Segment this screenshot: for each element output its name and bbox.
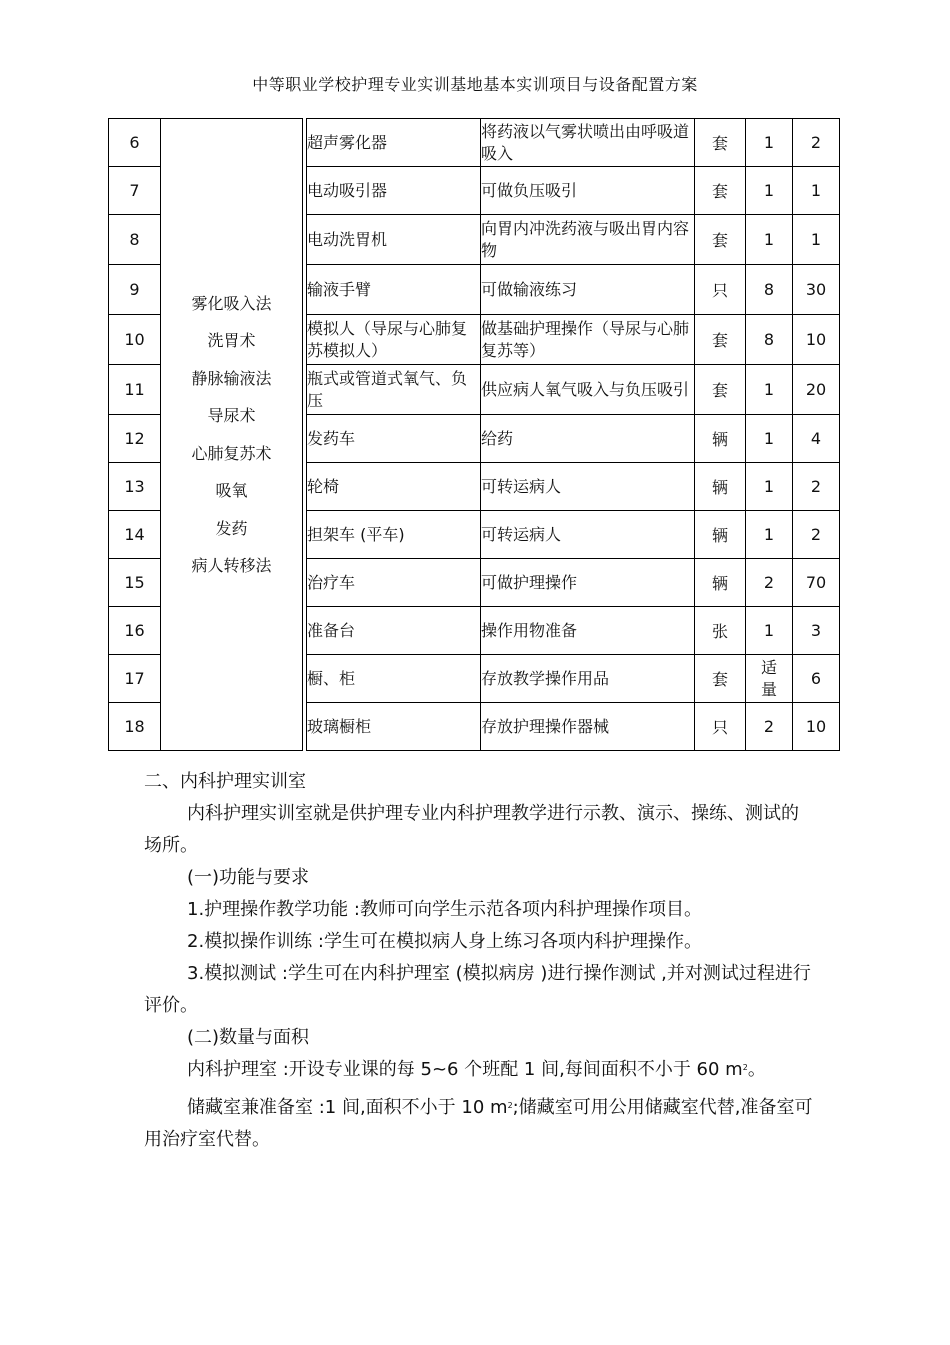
quantity-basic-value: 1 (763, 180, 775, 200)
equipment-name: 超声雾化器 (307, 119, 481, 167)
section-heading: 二、内科护理实训室 (144, 771, 306, 792)
area-room (144, 1054, 814, 1086)
quantity-basic (746, 415, 793, 463)
equipment-unit: 套 (695, 167, 746, 215)
equipment-function: 向胃内冲洗药液与吸出胃内容物 (481, 215, 695, 265)
equipment-unit: 套 (695, 365, 746, 415)
quantity-full: 2 (793, 119, 840, 167)
quantity-basic-value: 适量 (760, 657, 777, 699)
quantity-basic (746, 215, 793, 265)
project-item: 吸氧 (215, 481, 248, 500)
quantity-basic-value: 1 (763, 132, 775, 152)
row-number: 17 (109, 655, 161, 703)
row-number: 6 (109, 119, 161, 167)
equipment-function: 将药液以气雾状喷出由呼吸道吸入 (481, 119, 695, 167)
quantity-basic-value: 1 (763, 428, 775, 448)
equipment-unit: 张 (695, 607, 746, 655)
equipment-name: 输液手臂 (307, 265, 481, 315)
quantity-full: 4 (793, 415, 840, 463)
quantity-basic-value: 1 (763, 379, 775, 399)
equipment-function: 供应病人氧气吸入与负压吸引 (481, 365, 695, 415)
row-number: 15 (109, 559, 161, 607)
equipment-name: 玻璃橱柜 (307, 703, 481, 751)
subheading-function: (一)功能与要求 (187, 867, 310, 888)
quantity-basic (746, 559, 793, 607)
area-storage-end: ;储藏室可用公用储藏室代替,准备室可用治疗室代替。 (144, 1097, 813, 1150)
quantity-basic (746, 167, 793, 215)
quantity-basic-value: 1 (763, 524, 775, 544)
quantity-basic-value: 1 (763, 620, 775, 640)
project-item: 静脉输液法 (191, 368, 272, 388)
equipment-function: 可转运病人 (481, 511, 695, 559)
equipment-name: 准备台 (307, 607, 481, 655)
area-room-text: 内科护理室 :开设专业课的每 5~6 个班配 1 间,每间面积不小于 60 m (187, 1059, 743, 1080)
equipment-function: 做基础护理操作（导尿与心肺复苏等） (481, 315, 695, 365)
equipment-table (108, 118, 840, 751)
project-item: 心肺复苏术 (191, 443, 272, 463)
project-item: 雾化吸入法 (191, 293, 272, 313)
project-list (161, 119, 303, 751)
quantity-full: 70 (793, 559, 840, 607)
equipment-unit: 套 (695, 119, 746, 167)
quantity-basic-value: 2 (763, 716, 775, 736)
equipment-function: 可做输液练习 (481, 265, 695, 315)
row-number: 8 (109, 215, 161, 265)
row-number: 10 (109, 315, 161, 365)
row-number: 11 (109, 365, 161, 415)
equipment-function: 操作用物准备 (481, 607, 695, 655)
row-number: 7 (109, 167, 161, 215)
equipment-name: 轮椅 (307, 463, 481, 511)
equipment-name: 模拟人（导尿与心肺复苏模拟人） (307, 315, 481, 365)
section-body (144, 766, 814, 1156)
equipment-name: 发药车 (307, 415, 481, 463)
quantity-full: 2 (793, 511, 840, 559)
item-training: 2.模拟操作训练 :学生可在模拟病人身上练习各项内科护理操作。 (187, 931, 702, 952)
quantity-basic-value: 1 (763, 229, 775, 249)
quantity-basic (746, 365, 793, 415)
quantity-basic (746, 315, 793, 365)
row-number: 14 (109, 511, 161, 559)
project-item: 病人转移法 (191, 556, 272, 575)
equipment-unit: 辆 (695, 463, 746, 511)
area-storage-sup: 2 (507, 1101, 513, 1110)
quantity-basic (746, 703, 793, 751)
equipment-function: 可做护理操作 (481, 559, 695, 607)
item-testing: 3.模拟测试 :学生可在内科护理室 (模拟病房 )进行操作测试 ,并对测试过程进行评价。 (144, 963, 811, 1016)
quantity-basic-value: 2 (763, 572, 775, 592)
quantity-basic-value: 8 (763, 329, 775, 349)
area-room-sup: 2 (742, 1063, 748, 1072)
section-intro: 内科护理实训室就是供护理专业内科护理教学进行示教、演示、操练、测试的场所。 (144, 803, 799, 856)
equipment-function: 存放护理操作器械 (481, 703, 695, 751)
equipment-unit: 辆 (695, 415, 746, 463)
quantity-full: 1 (793, 215, 840, 265)
quantity-basic (746, 119, 793, 167)
quantity-basic-value: 1 (763, 476, 775, 496)
equipment-function: 可做负压吸引 (481, 167, 695, 215)
quantity-basic (746, 511, 793, 559)
quantity-full: 2 (793, 463, 840, 511)
equipment-function: 存放教学操作用品 (481, 655, 695, 703)
equipment-name: 治疗车 (307, 559, 481, 607)
equipment-name: 担架车 (平车) (307, 511, 481, 559)
row-number: 9 (109, 265, 161, 315)
area-room-end: 。 (747, 1059, 766, 1080)
quantity-full: 20 (793, 365, 840, 415)
equipment-name: 电动洗胃机 (307, 215, 481, 265)
quantity-full: 10 (793, 315, 840, 365)
row-number: 13 (109, 463, 161, 511)
equipment-function: 可转运病人 (481, 463, 695, 511)
quantity-basic (746, 607, 793, 655)
equipment-name: 瓶式或管道式氧气、负压 (307, 365, 481, 415)
quantity-basic (746, 463, 793, 511)
equipment-unit: 套 (695, 315, 746, 365)
equipment-unit: 只 (695, 265, 746, 315)
quantity-full: 10 (793, 703, 840, 751)
subheading-area: (二)数量与面积 (187, 1027, 310, 1048)
item-teaching: 1.护理操作教学功能 :教师可向学生示范各项内科护理操作项目。 (187, 899, 702, 920)
quantity-basic-value: 8 (763, 279, 775, 299)
row-number: 16 (109, 607, 161, 655)
quantity-full: 1 (793, 167, 840, 215)
equipment-name: 电动吸引器 (307, 167, 481, 215)
equipment-function: 给药 (481, 415, 695, 463)
equipment-unit: 套 (695, 215, 746, 265)
quantity-basic (746, 265, 793, 315)
equipment-unit: 只 (695, 703, 746, 751)
area-storage-text: 储藏室兼准备室 :1 间,面积不小于 10 m (187, 1097, 508, 1118)
area-storage (144, 1092, 814, 1156)
project-item: 导尿术 (207, 406, 256, 425)
project-item: 洗胃术 (207, 331, 256, 350)
table-row (109, 119, 840, 167)
project-item: 发药 (215, 518, 248, 538)
equipment-unit: 辆 (695, 511, 746, 559)
row-number: 18 (109, 703, 161, 751)
equipment-name: 橱、柜 (307, 655, 481, 703)
equipment-unit: 辆 (695, 559, 746, 607)
quantity-full: 30 (793, 265, 840, 315)
quantity-basic (746, 655, 793, 703)
page-header: 中等职业学校护理专业实训基地基本实训项目与设备配置方案 (252, 75, 698, 94)
row-number: 12 (109, 415, 161, 463)
equipment-unit: 套 (695, 655, 746, 703)
quantity-full: 3 (793, 607, 840, 655)
quantity-full: 6 (793, 655, 840, 703)
